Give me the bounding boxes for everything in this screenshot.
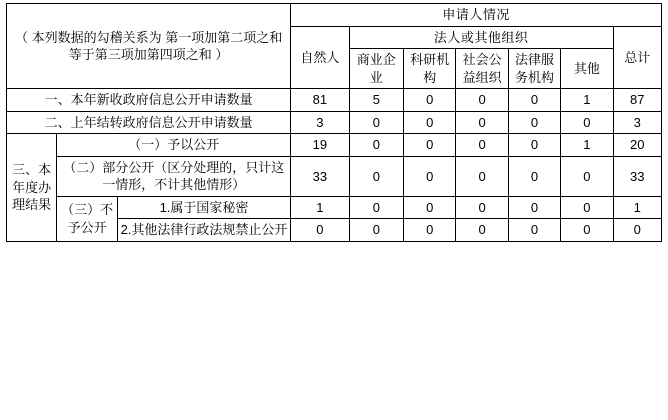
header-col-legal-service: 法律服务机构 xyxy=(508,49,560,89)
table-row xyxy=(7,134,662,157)
cell-value: 0 xyxy=(613,219,661,242)
row-group-label-processing-results: 三、本年度办理结果 xyxy=(7,134,57,242)
cell-value: 1 xyxy=(291,196,349,219)
cell-value: 0 xyxy=(456,89,508,112)
cell-value: 1 xyxy=(613,196,661,219)
table-row xyxy=(7,89,662,112)
cell-value: 0 xyxy=(561,156,613,196)
row-label-carried-over: 二、上年结转政府信息公开申请数量 xyxy=(7,111,291,134)
cell-value: 0 xyxy=(561,111,613,134)
cell-value: 20 xyxy=(613,134,661,157)
cell-value: 0 xyxy=(349,134,403,157)
header-col-commercial: 商业企业 xyxy=(349,49,403,89)
row-label-disclosed: （一）予以公开 xyxy=(57,134,291,157)
cell-value: 0 xyxy=(456,156,508,196)
cell-value: 0 xyxy=(508,134,560,157)
table-row xyxy=(7,111,662,134)
cell-value: 87 xyxy=(613,89,661,112)
cell-value: 0 xyxy=(349,111,403,134)
cell-value: 3 xyxy=(291,111,349,134)
header-row-1 xyxy=(7,4,662,27)
cell-value: 0 xyxy=(404,156,456,196)
report-sheet xyxy=(0,3,668,420)
cell-value: 0 xyxy=(456,196,508,219)
header-col-research: 科研机构 xyxy=(404,49,456,89)
cell-value: 0 xyxy=(404,134,456,157)
cell-value: 0 xyxy=(508,156,560,196)
cell-value: 5 xyxy=(349,89,403,112)
cell-value: 33 xyxy=(613,156,661,196)
cell-value: 0 xyxy=(561,196,613,219)
cell-value: 0 xyxy=(404,89,456,112)
header-total: 总计 xyxy=(613,26,661,89)
header-col-public-welfare: 社会公益组织 xyxy=(456,49,508,89)
table-row xyxy=(7,156,662,196)
row-label-state-secret: 1.属于国家秘密 xyxy=(117,196,290,219)
header-natural-person: 自然人 xyxy=(291,26,349,89)
cell-value: 0 xyxy=(508,111,560,134)
cell-value: 0 xyxy=(291,219,349,242)
cell-value: 0 xyxy=(349,196,403,219)
row-label-other-laws-prohibit: 2.其他法律行政法规禁止公开 xyxy=(117,219,290,242)
header-applicant-group: 申请人情况 xyxy=(291,4,662,27)
cell-value: 0 xyxy=(404,111,456,134)
cell-value: 19 xyxy=(291,134,349,157)
cell-value: 0 xyxy=(404,219,456,242)
cell-value: 0 xyxy=(456,111,508,134)
cell-value: 0 xyxy=(561,219,613,242)
table-note: （ 本列数据的勾稽关系为 第一项加第二项之和 等于第三项加第四项之和 ） xyxy=(7,4,291,89)
cell-value: 0 xyxy=(508,196,560,219)
cell-value: 33 xyxy=(291,156,349,196)
cell-value: 0 xyxy=(404,196,456,219)
cell-value: 0 xyxy=(508,219,560,242)
cell-value: 3 xyxy=(613,111,661,134)
cell-value: 0 xyxy=(456,219,508,242)
cell-value: 81 xyxy=(291,89,349,112)
information-disclosure-table xyxy=(6,3,662,242)
row-label-new-applications: 一、本年新收政府信息公开申请数量 xyxy=(7,89,291,112)
cell-value: 1 xyxy=(561,89,613,112)
table-row xyxy=(7,196,662,219)
row-label-partially-disclosed: （二）部分公开（区分处理的，只计这一情形，不计其他情形） xyxy=(57,156,291,196)
cell-value: 0 xyxy=(349,156,403,196)
cell-value: 1 xyxy=(561,134,613,157)
header-legal-group: 法人或其他组织 xyxy=(349,26,613,49)
cell-value: 0 xyxy=(508,89,560,112)
row-subgroup-label-not-disclosed: （三）不予公开 xyxy=(57,196,117,241)
cell-value: 0 xyxy=(349,219,403,242)
cell-value: 0 xyxy=(456,134,508,157)
header-col-other: 其他 xyxy=(561,49,613,89)
